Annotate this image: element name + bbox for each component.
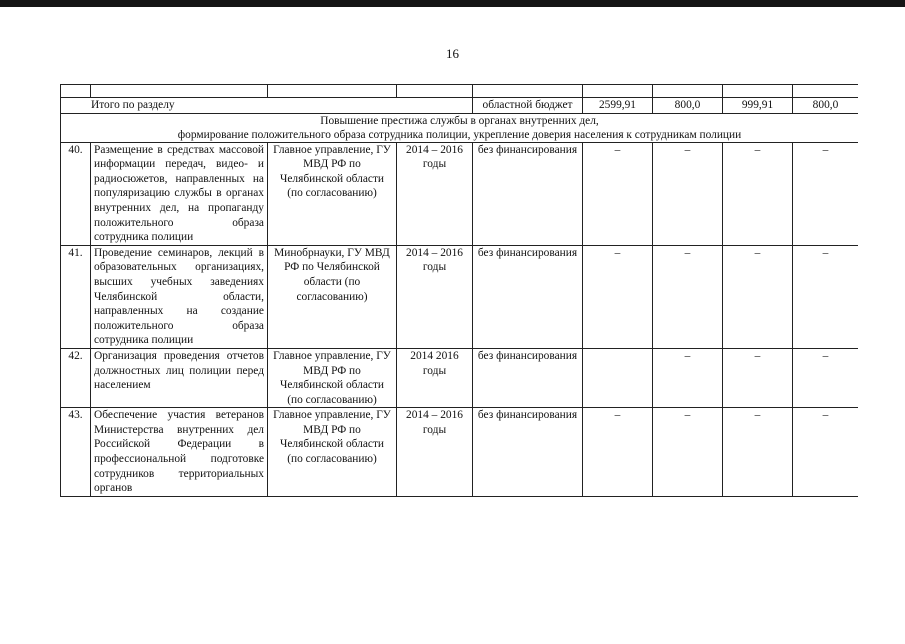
scan-border — [0, 0, 905, 7]
row-activity: Организация проведения отчетов должностных лиц полиции перед населением — [91, 348, 268, 407]
row-executor: Главное управление, ГУ МВД РФ по Челябинской области (по согласованию) — [268, 408, 397, 497]
table-row — [61, 245, 859, 348]
section-heading — [61, 113, 859, 142]
table-row — [61, 348, 859, 407]
row-value: – — [723, 245, 793, 348]
row-value: – — [793, 408, 859, 497]
row-number: 43. — [61, 408, 91, 497]
row-value: – — [653, 408, 723, 497]
total-value: 800,0 — [793, 98, 859, 114]
row-value — [583, 348, 653, 407]
row-value: – — [793, 348, 859, 407]
table-row — [61, 142, 859, 245]
total-value: 2599,91 — [583, 98, 653, 114]
row-funding: без финансирования — [473, 245, 583, 348]
total-value: 999,91 — [723, 98, 793, 114]
row-activity: Проведение семинаров, лекций в образовательных организациях, высших учебных заведениях Челябинской области, направленных на создание положительного образа сотрудника полиции — [91, 245, 268, 348]
row-value: – — [723, 348, 793, 407]
row-value: – — [583, 142, 653, 245]
total-label: Итого по разделу — [61, 98, 473, 114]
row-value: – — [723, 142, 793, 245]
program-table — [60, 84, 858, 497]
page-number: 16 — [446, 46, 459, 61]
section-heading-line: формирование положительного образа сотрудника полиции, укрепление доверия населения к сотрудникам полиции — [177, 128, 742, 141]
row-executor: Главное управление, ГУ МВД РФ по Челябинской области (по согласованию) — [268, 142, 397, 245]
row-period: 2014 – 2016 годы — [397, 408, 473, 497]
row-period: 2014 – 2016 годы — [397, 142, 473, 245]
section-heading-line: Повышение престижа службы в органах внутренних дел, — [320, 114, 599, 127]
row-executor: Главное управление, ГУ МВД РФ по Челябинской области (по согласованию) — [268, 348, 397, 407]
table-row — [61, 408, 859, 497]
row-funding: без финансирования — [473, 408, 583, 497]
row-value: – — [793, 245, 859, 348]
row-value: – — [583, 245, 653, 348]
row-number: 40. — [61, 142, 91, 245]
row-period: 2014 – 2016 годы — [397, 245, 473, 348]
total-row — [61, 98, 859, 114]
program-table-container — [60, 84, 858, 644]
row-value: – — [653, 142, 723, 245]
row-funding: без финансирования — [473, 142, 583, 245]
table-top-spacer — [61, 85, 859, 98]
row-activity: Размещение в средствах массовой информации передач, видео- и радиосюжетов, направленных на популяризацию службы в органах внутренних дел, на пропаганду положительного образа сотрудника полиции — [91, 142, 268, 245]
row-value: – — [653, 245, 723, 348]
section-heading-row — [61, 113, 859, 142]
total-source: областной бюджет — [473, 98, 583, 114]
row-number: 41. — [61, 245, 91, 348]
total-value: 800,0 — [653, 98, 723, 114]
row-value: – — [793, 142, 859, 245]
row-value: – — [583, 408, 653, 497]
row-activity: Обеспечение участия ветеранов Министерства внутренних дел Российской Федерации в профессиональной подготовке сотрудников территориальных органов — [91, 408, 268, 497]
row-funding: без финансирования — [473, 348, 583, 407]
row-value: – — [653, 348, 723, 407]
row-executor: Минобрнауки, ГУ МВД РФ по Челябинской области (по согласованию) — [268, 245, 397, 348]
row-value: – — [723, 408, 793, 497]
row-period: 2014 2016 годы — [397, 348, 473, 407]
row-number: 42. — [61, 348, 91, 407]
